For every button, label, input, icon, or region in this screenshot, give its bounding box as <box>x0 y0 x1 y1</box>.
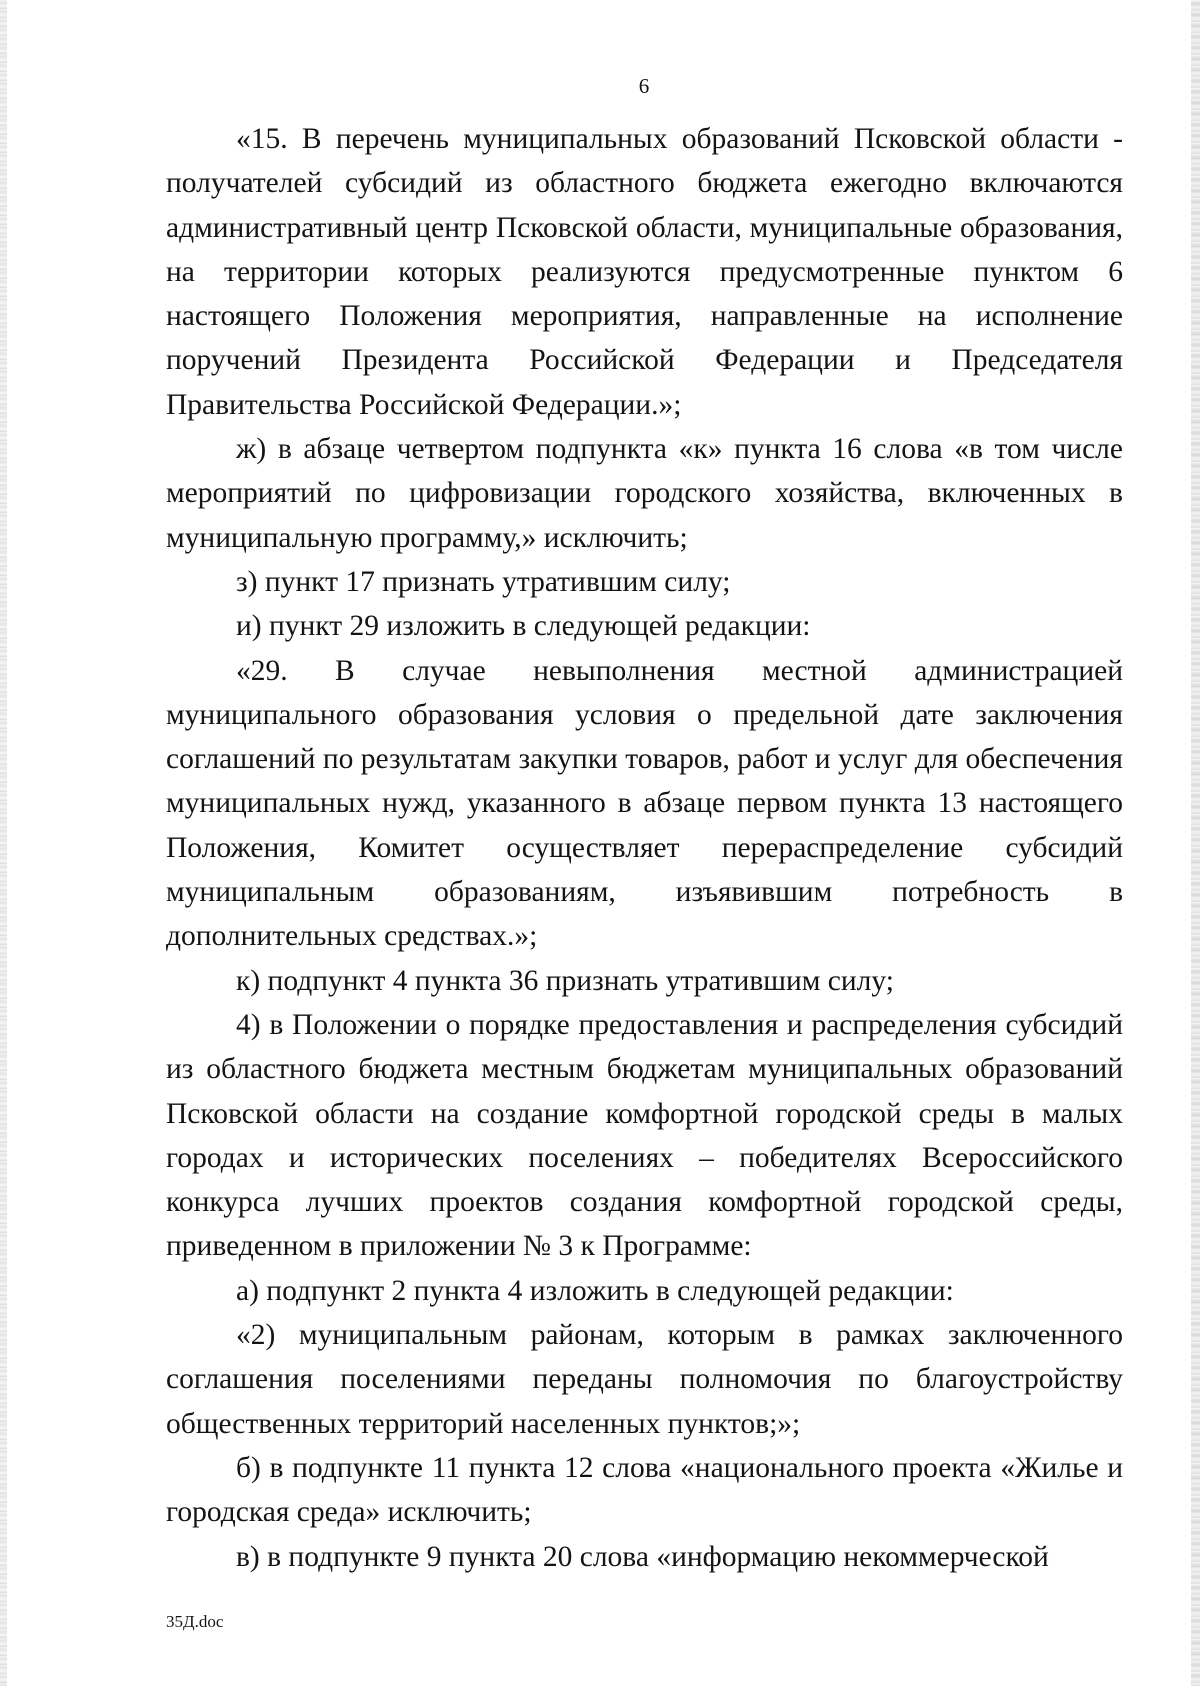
paragraph-a: а) подпункт 2 пункта 4 изложить в следующей редакции: <box>236 1274 954 1307</box>
paragraph-zh: ж) в абзаце четвертом подпункта «к» пункта 16 слова «в том числе мероприятий по цифровизации городского хозяйства, включенных в муниципальную программу,» исключить; <box>166 433 1123 554</box>
paragraph-15: «15. В перечень муниципальных образований Псковской области - получателей субсидий из областного бюджета ежегодно включаются административный центр Псковской области, муниципальные образования, на территории которых реализуются предусмотренные пунктом 6 настоящего Положения мероприятия, направленные на исполнение поручений Президента Российской Федерации и Председателя Правительства Российской Федерации.»; <box>166 123 1123 421</box>
paragraph-k: к) подпункт 4 пункта 36 признать утратившим силу; <box>236 964 894 997</box>
paragraph-4: 4) в Положении о порядке предоставления и распределения субсидий из областного бюджета местным бюджетам муниципальных образований Псковской области на создание комфортной городской среды в малых городах и исторических поселениях – победителях Всероссийского конкурса лучших проектов создания комфортной городской среды, приведенном в приложении № 3 к Программе: <box>166 1008 1123 1263</box>
paragraph-2: «2) муниципальным районам, которым в рамках заключенного соглашения поселениями переданы полномочия по благоустройству общественных территорий населенных пунктов;»; <box>166 1319 1123 1440</box>
paragraph-29: «29. В случае невыполнения местной администрацией муниципального образования условия о предельной дате заключения соглашений по результатам закупки товаров, работ и услуг для обеспечения муниципальных нужд, указанного в абзаце первом пункта 13 настоящего Положения, Комитет осуществляет перераспределение субсидий муниципальным образованиям, изъявившим потребность в дополнительных средствах.»; <box>166 654 1123 953</box>
document-body <box>166 117 1123 1579</box>
scan-edge-right <box>1191 0 1200 1686</box>
page-number: 6 <box>638 74 650 98</box>
paragraph-v: в) в подпункте 9 пункта 20 слова «информацию некоммерческой <box>236 1540 1049 1573</box>
paragraph-i: и) пункт 29 изложить в следующей редакции: <box>236 610 811 643</box>
paragraph-z: з) пункт 17 признать утратившим силу; <box>236 565 731 598</box>
footer-filename: 35Д.doc <box>166 1612 224 1631</box>
paragraph-b: б) в подпункте 11 пункта 12 слова «национального проекта «Жилье и городская среда» исключить; <box>166 1451 1123 1529</box>
scan-edge-left <box>0 0 7 1686</box>
